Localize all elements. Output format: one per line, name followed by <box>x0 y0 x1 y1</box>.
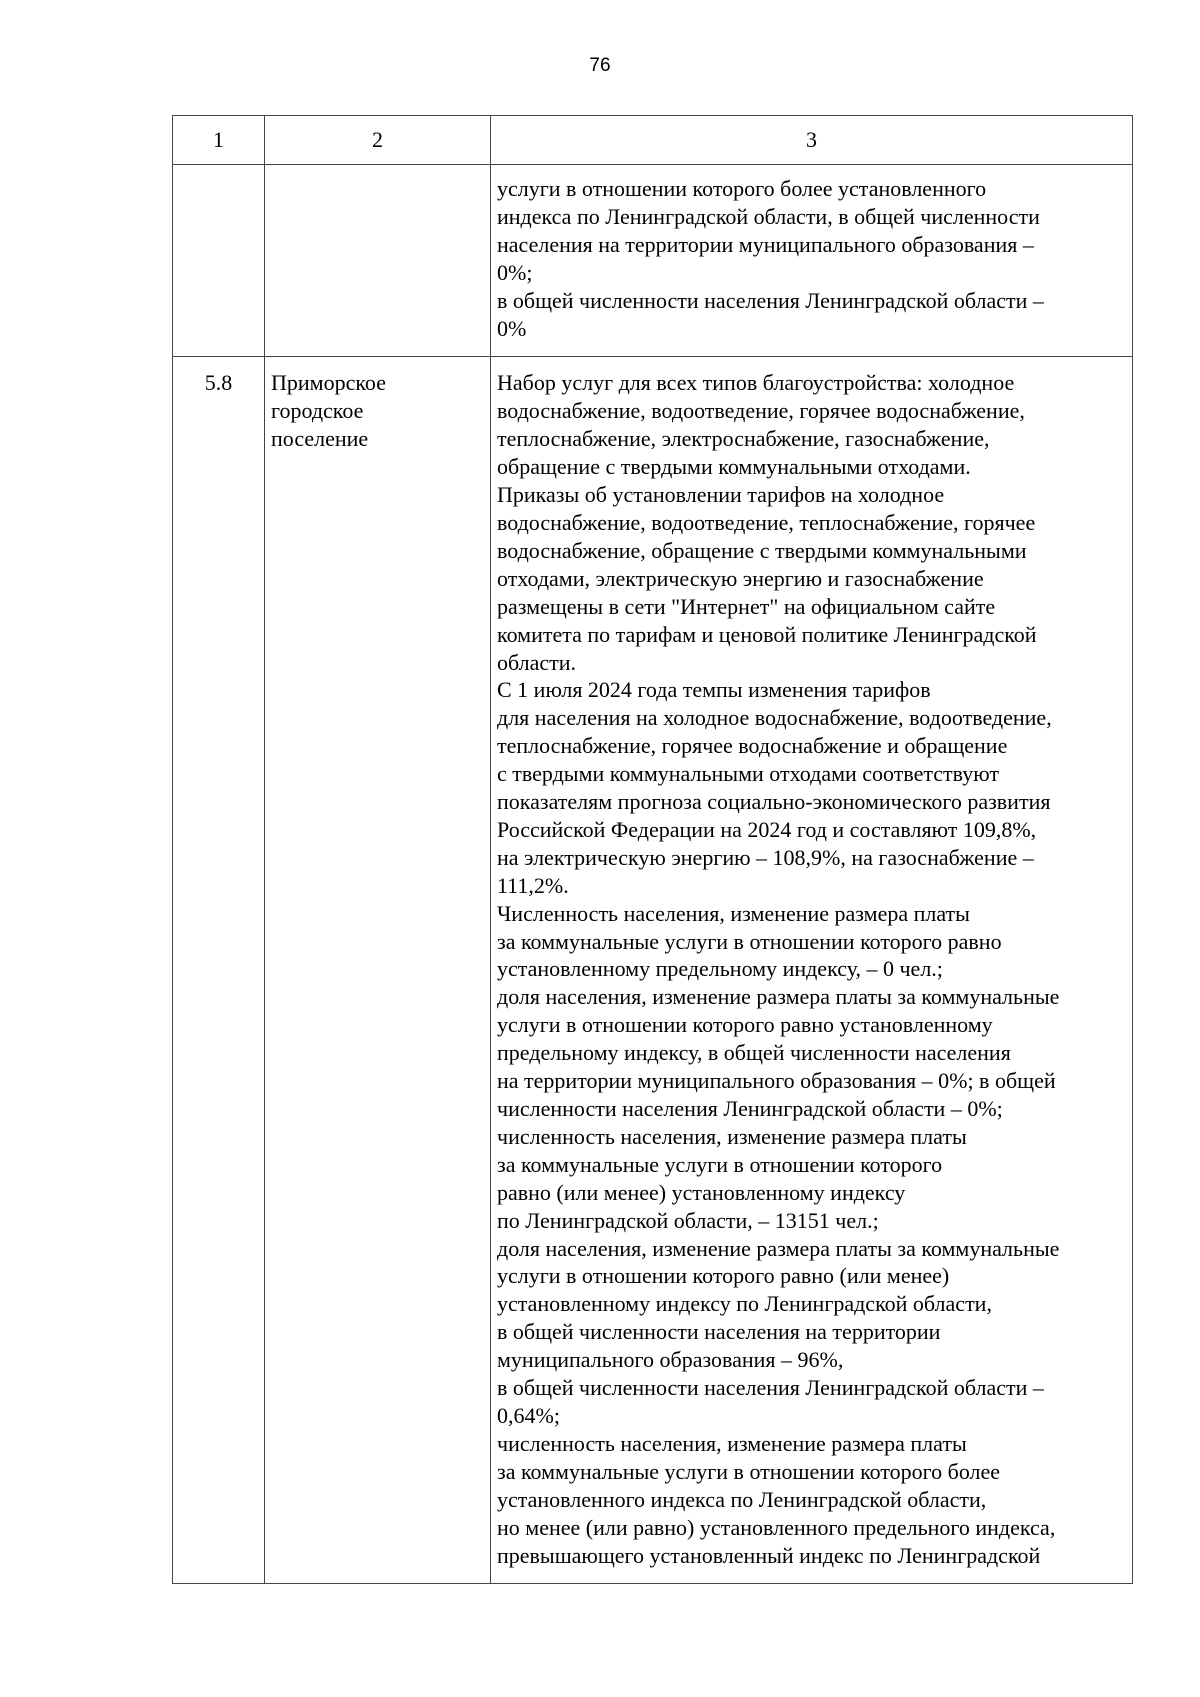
table-row <box>173 357 1133 1584</box>
text-line: обращение с твердыми коммунальными отходами. <box>497 454 971 480</box>
text-line: равно (или менее) установленному индексу <box>497 1179 906 1205</box>
main-table <box>172 115 1133 1584</box>
text-line: численности населения Ленинградской области – 0%; <box>497 1096 1003 1121</box>
text-line: Приказы об установлении тарифов на холодное <box>497 482 945 508</box>
municipality-name-cell <box>265 357 491 1584</box>
text-line: в общей численности населения на территории <box>497 1319 941 1345</box>
text-line: муниципального образования – 96%, <box>497 1347 844 1373</box>
text-line: Набор услуг для всех типов благоустройства: холодное <box>497 370 1015 396</box>
text-line: 0,64%; <box>497 1402 560 1428</box>
text-line: размещены в сети "Интернет" на официальном сайте <box>497 593 996 619</box>
text-line: за коммунальные услуги в отношении которого равно <box>497 928 1002 954</box>
text-line: поселение <box>271 426 369 452</box>
text-line: на территории муниципального образования – 0%; в общей <box>497 1068 1056 1094</box>
description-cell <box>491 165 1133 357</box>
text-line: численность населения, изменение размера платы <box>497 1430 967 1456</box>
text-line: водоснабжение, водоотведение, горячее водоснабжение, <box>497 398 1025 424</box>
text-line: отходами, электрическую энергию и газоснабжение <box>497 565 984 591</box>
text-line: для населения на холодное водоснабжение, водоотведение, <box>497 705 1052 731</box>
text-line: превышающего установленный индекс по Ленинградской <box>497 1542 1041 1568</box>
text-line: за коммунальные услуги в отношении которого <box>497 1151 943 1177</box>
text-line: водоснабжение, обращение с твердыми коммунальными <box>497 537 1027 563</box>
table-header-row <box>173 116 1133 165</box>
text-line: в общей численности населения Ленинградской области – <box>497 287 1044 313</box>
text-line: услуги в отношении которого более установленного <box>497 176 987 201</box>
text-line: Численность населения, изменение размера платы <box>497 900 970 926</box>
row-number-cell: 5.8 <box>173 357 265 1584</box>
text-line: 111,2%. <box>497 872 569 898</box>
text-line: индекса по Ленинградской области, в общей численности <box>497 203 1040 229</box>
text-line: водоснабжение, водоотведение, теплоснабжение, горячее <box>497 509 1036 535</box>
text-line: Приморское <box>271 370 386 396</box>
header-cell-3: 3 <box>491 116 1133 165</box>
table-row <box>173 165 1133 357</box>
text-line: численность населения, изменение размера платы <box>497 1123 967 1149</box>
text-line: установленному индексу по Ленинградской области, <box>497 1291 992 1317</box>
text-line: услуги в отношении которого равно установленному <box>497 1012 993 1038</box>
text-line: 0%; <box>497 259 533 285</box>
text-line: области. <box>497 649 577 675</box>
text-line: городское <box>271 398 364 424</box>
text-line: показателям прогноза социально-экономического развития <box>497 789 1051 815</box>
text-line: в общей численности населения Ленинградской области – <box>497 1375 1044 1401</box>
text-line: за коммунальные услуги в отношении которого более <box>497 1458 1001 1484</box>
text-line: услуги в отношении которого равно (или менее) <box>497 1263 950 1289</box>
text-line: по Ленинградской области, – 13151 чел.; <box>497 1207 879 1233</box>
text-line: с твердыми коммунальными отходами соответствуют <box>497 761 1000 787</box>
header-cell-2: 2 <box>265 116 491 165</box>
text-line: С 1 июля 2024 года темпы изменения тарифов <box>497 677 931 703</box>
page-number: 76 <box>589 55 611 76</box>
text-line: населения на территории муниципального образования – <box>497 231 1034 257</box>
text-line: установленному предельному индексу, – 0 чел.; <box>497 956 943 982</box>
municipality-name-cell <box>265 165 491 357</box>
text-line: Российской Федерации на 2024 год и составляют 109,8%, <box>497 816 1037 842</box>
text-line: комитета по тарифам и ценовой политике Ленинградской <box>497 621 1037 647</box>
text-line: доля населения, изменение размера платы за коммунальные <box>497 1235 1060 1261</box>
row-number-cell <box>173 165 265 357</box>
description-cell <box>491 357 1133 1584</box>
text-line: теплоснабжение, горячее водоснабжение и обращение <box>497 733 1008 759</box>
text-line: установленного индекса по Ленинградской области, <box>497 1486 987 1512</box>
text-line: но менее (или равно) установленного предельного индекса, <box>497 1514 1056 1540</box>
text-line: теплоснабжение, электроснабжение, газоснабжение, <box>497 426 990 452</box>
text-line: 0% <box>497 315 527 341</box>
header-cell-1: 1 <box>173 116 265 165</box>
text-line: доля населения, изменение размера платы за коммунальные <box>497 984 1060 1010</box>
text-line: предельному индексу, в общей численности населения <box>497 1040 1011 1066</box>
text-line: на электрическую энергию – 108,9%, на газоснабжение – <box>497 844 1034 870</box>
